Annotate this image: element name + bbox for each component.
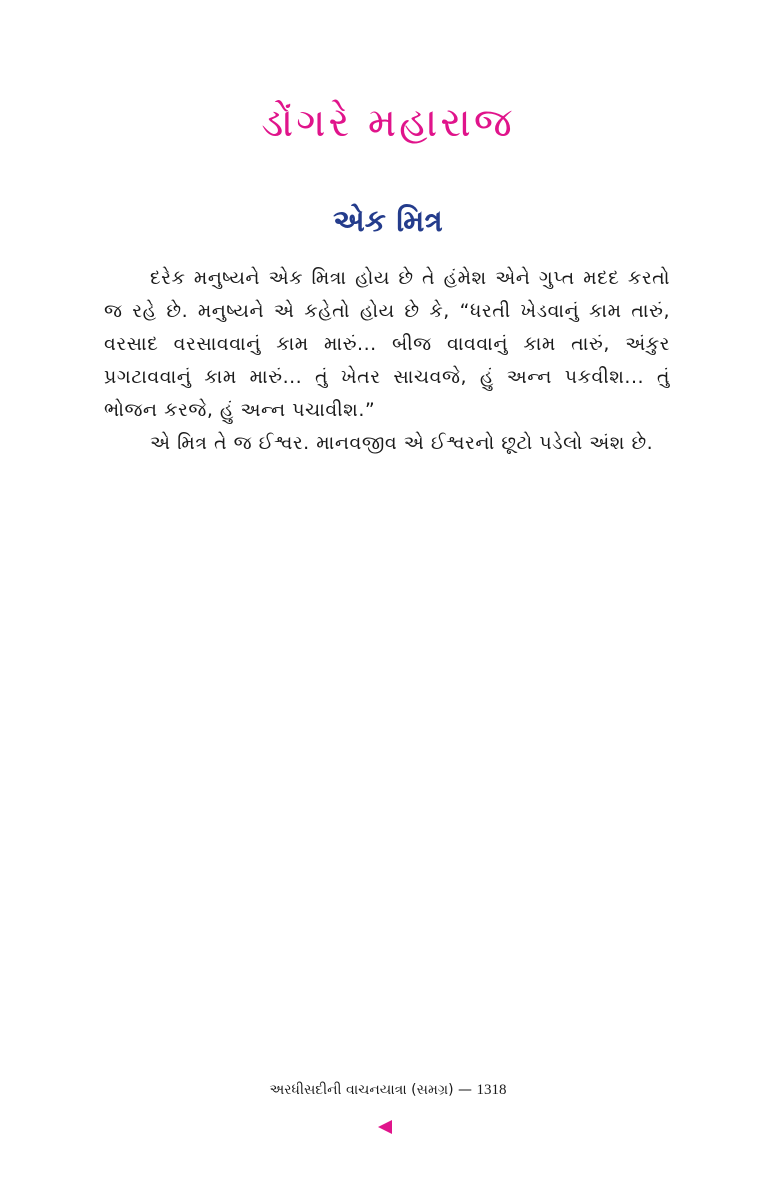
article-title: એક મિત્ર [333,204,443,239]
paragraph: દરેક મનુષ્યને એક મિત્રા હોય છે તે હંમેશ એને ગુપ્ત મદદ કરતો જ રહે છે. મનુષ્યને એ કહેતો હોય છે કે, “ધરતી ખેડવાનું કામ તારું, વરસાદ વરસાવવાનું કામ મારું... બીજ વાવવાનું કામ તારું, અંકુર પ્રગટાવવાનું કામ મારું... તું ખેતર સાચવજે, હું અન્ન પકવીશ... તું ભોજન કરજે, હું અન્ન પચાવીશ.” [104,267,670,421]
triangle-left-icon[interactable] [378,1120,392,1134]
page-footer [0,1082,776,1099]
footer-separator: — [458,1082,472,1098]
page-number: 1318 [476,1082,507,1098]
author-heading: ડોંગરે મહારાજ [261,100,515,146]
article-body [104,262,670,460]
book-title: અરધીસદીની વાચનયાત્રા (સમગ્ર) [269,1082,454,1098]
paragraph: એ મિત્ર તે જ ઈશ્વર. માનવજીવ એ ઈશ્વરનો છૂટો પડેલો અંશ છે. [150,432,654,454]
